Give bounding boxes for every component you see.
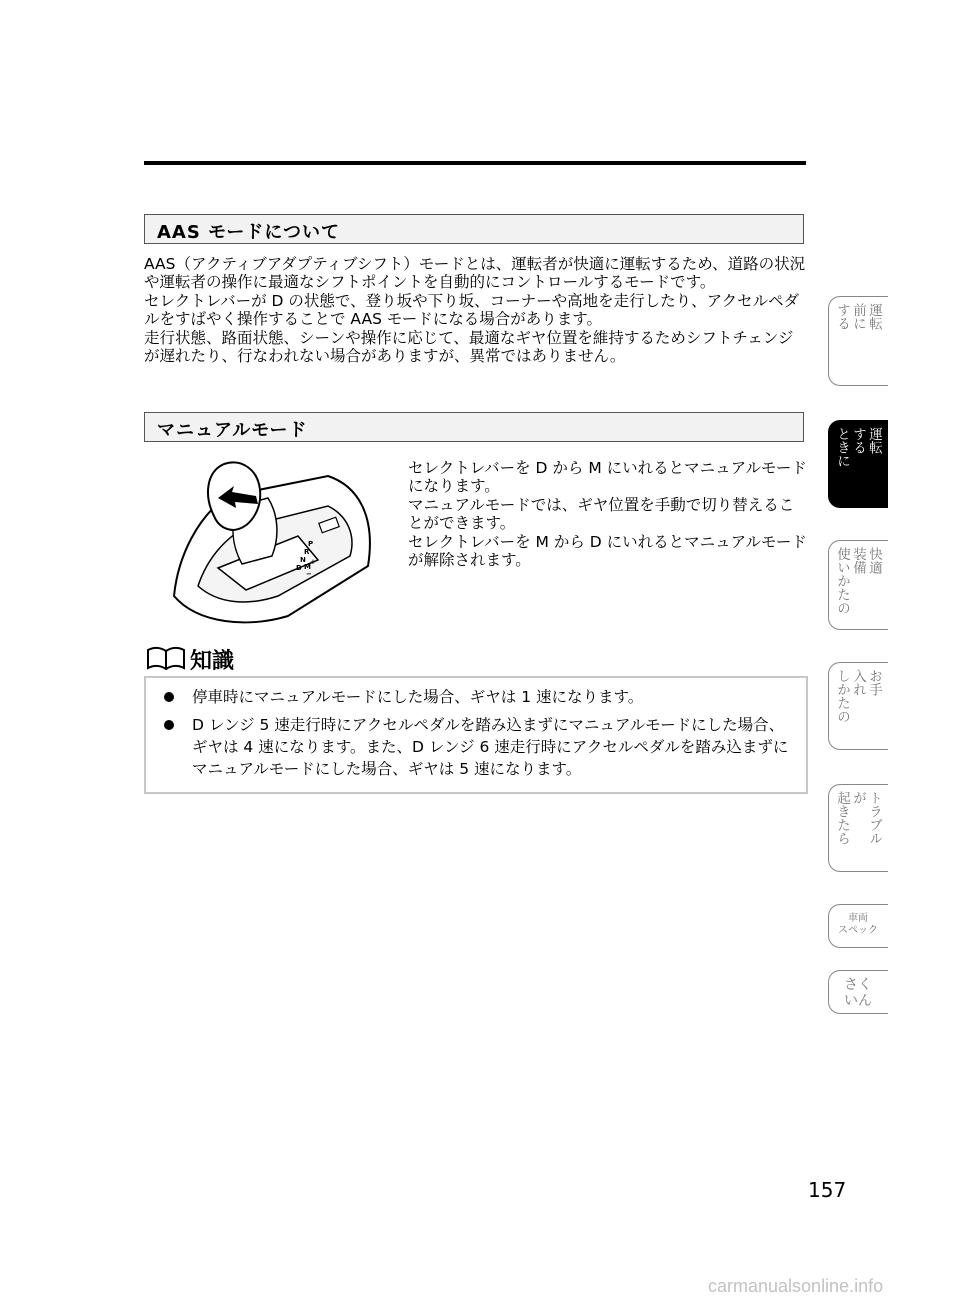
tab-maintenance[interactable]: お手 入れ しかたの — [828, 662, 888, 750]
knowledge-item: D レンジ 5 速走行時にアクセルペダルを踏み込まずにマニュアルモードにした場合、ギヤは 4 速になります。また、D レンジ 6 速走行時にアクセルペダルを踏み込まずにマニュアルモードにした場合、ギヤは 5 速になります。 — [160, 714, 796, 780]
knowledge-heading-text: 知識 — [190, 649, 235, 674]
knowledge-item: 停車時にマニュアルモードにした場合、ギヤは 1 速になります。 — [160, 686, 796, 708]
manual-mode-heading — [144, 412, 804, 442]
book-icon — [146, 646, 186, 672]
aas-paragraph-3: 走行状態、路面状態、シーンや操作に応じて、最適なギヤ位置を維持するためシフトチェンジが遅れたり、行なわれない場合がありますが、異常ではありません。 — [144, 328, 794, 366]
tab-troubleshooting[interactable]: トラブル が 起きたら — [828, 784, 888, 872]
manual-paragraph-3: セレクトレバーを M から D にいれるとマニュアルモードが解除されます。 — [408, 532, 807, 570]
manual-paragraph-2: マニュアルモードでは、ギヤ位置を手動で切り替えることができます。 — [408, 495, 795, 533]
manual-mode-body — [408, 459, 808, 569]
manual-mode-heading-text: マニュアルモード — [157, 420, 308, 441]
knowledge-list — [160, 686, 796, 786]
watermark: carmanualsonline.info — [708, 1276, 884, 1296]
knowledge-box — [144, 676, 808, 794]
gear-label-plus: + — [310, 558, 316, 566]
aas-mode-heading — [144, 214, 804, 244]
bullet-icon — [164, 692, 174, 702]
tab-comfort-equipment[interactable]: 快適 装備 使いかたの — [828, 540, 888, 630]
shift-lever-illustration — [168, 456, 380, 628]
bullet-icon — [164, 720, 174, 730]
aas-mode-body — [144, 255, 808, 365]
gear-label-p: P — [308, 540, 314, 548]
gear-label-m: M — [304, 563, 311, 571]
tab-when-driving[interactable]: 運転 する ときに — [828, 420, 888, 508]
aas-paragraph-1: AAS（アクティブアダプティブシフト）モードとは、運転者が快適に運転するため、道路の状況や運転者の操作に最適なシフトポイントを自動的にコントロールするモードです。 — [144, 255, 806, 292]
page-number: 157 — [808, 1178, 847, 1202]
gear-label-r: R — [304, 548, 310, 556]
gear-label-n: N — [300, 556, 306, 564]
tab-before-driving[interactable]: 運転 前に する — [828, 296, 888, 386]
aas-paragraph-2: セレクトレバーが D の状態で、登り坂や下り坂、コーナーや高地を走行したり、アクセルペダルをすばやく操作することで AAS モードになる場合があります。 — [144, 291, 800, 329]
gear-label-d: D — [296, 564, 302, 572]
gear-label-minus: − — [306, 570, 312, 578]
tab-vehicle-spec[interactable]: 車両 スペック — [828, 904, 888, 948]
tab-index[interactable]: さく いん — [828, 970, 888, 1014]
aas-mode-heading-text: AAS モードについて — [157, 222, 341, 243]
manual-paragraph-1: セレクトレバーを D から M にいれるとマニュアルモードになります。 — [408, 459, 807, 496]
top-rule — [144, 161, 806, 165]
